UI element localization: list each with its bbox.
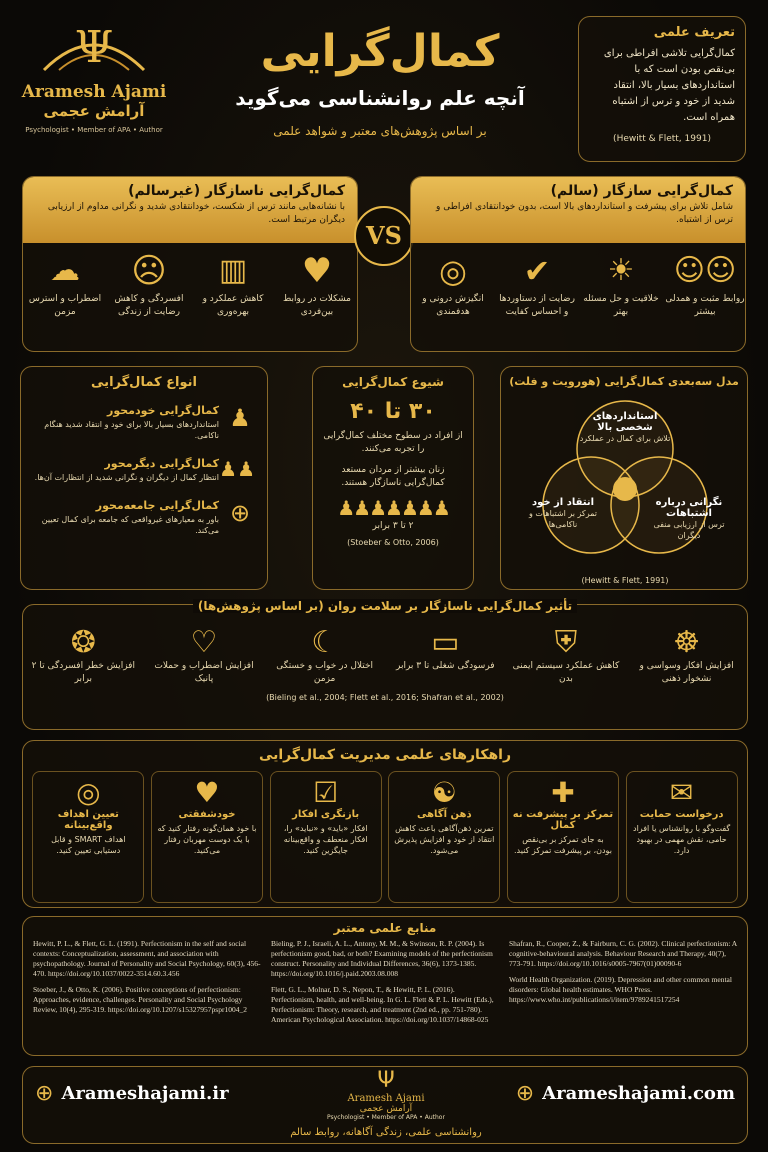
page-subtitle: آنچه علم روانشناسی می‌گوید — [235, 86, 525, 110]
svg-text:Ψ: Ψ — [74, 22, 114, 73]
healthy-header — [411, 177, 745, 243]
footer-site-right[interactable]: ⊕ Arameshajami.com — [515, 1081, 735, 1106]
types-panel — [20, 366, 268, 590]
group-icon: ♟♟ — [219, 457, 255, 481]
effects-items — [23, 625, 747, 686]
references-title: منابع علمی معتبر — [333, 921, 437, 935]
effect-item: ❂ افزایش خطر افسردگی تا ۲ برابر — [28, 625, 138, 686]
footer — [22, 1066, 748, 1144]
pillow-sleep-icon: ☾ — [311, 625, 339, 660]
model-cite: (Hewitt & Flett, 1991) — [581, 576, 669, 585]
effect-item: ⛨ کاهش عملکرد سیستم ایمنی بدن — [512, 625, 620, 684]
unhealthy-header — [23, 177, 357, 243]
footer-logo: Ψ Aramesh Ajami آرامش عجمی Psychologist • Member of APA • Author — [313, 1069, 459, 1121]
page-note: بر اساس پژوهش‌های معتبر و شواهد علمی — [273, 124, 487, 138]
effect-item: ☾ اختلال در خواب و خستگی مزمن — [270, 625, 380, 686]
unhealthy-item: ☁ اضطراب و استرس مزمن — [25, 249, 105, 319]
definition-text: کمال‌گرایی تلاشی افراطی برای بی‌نقص بودن است که با استانداردهای بسیار بالا، انتقاد شدید از خود و ترس از اشتباه همراه است. — [603, 48, 735, 123]
globe-icon: ⊕ — [515, 1081, 535, 1106]
psi-logo-icon — [14, 10, 174, 82]
effect-item: ♡ افزایش اضطراب و حملات پانیک — [149, 625, 259, 686]
header — [190, 24, 570, 138]
people-icon: ☺☺ — [673, 253, 737, 288]
strategy-card: ♥ خودشفقتی با خود همان‌گونه رفتار کنید که با یک دوست مهربان رفتار می‌کنید. — [151, 771, 263, 903]
prevalence-big: ۳۰ تا ۴۰ — [350, 399, 436, 424]
unhealthy-panel — [22, 176, 358, 352]
brand-logo — [14, 10, 174, 170]
target-arrow-icon: ◎ — [76, 776, 101, 809]
reference-item: Hewitt, P. L., & Flett, G. L. (1991). Perfectionism in the self and social contexts: Conceptualization, assessment, and association with psychopathology. Journal of Personality and Social Psychology, 60(3), 456-470. https://doi.org/10.1037/0022-3514.60.3.456 — [33, 939, 261, 978]
prevalence-cite: (Stoeber & Otto, 2006) — [347, 538, 439, 547]
unhealthy-item: ☹ افسردگی و کاهش رضایت از زندگی — [109, 249, 189, 319]
effects-title: تأثیر کمال‌گرایی ناسازگار بر سلامت روان (بر اساس پژوهش‌ها) — [193, 599, 577, 613]
lightbulb-icon: ☀ — [607, 253, 635, 288]
meditation-icon: ☯ — [431, 776, 457, 809]
definition-title: تعریف علمی — [653, 25, 735, 40]
unhealthy-items — [23, 249, 358, 319]
vs-badge: VS — [354, 206, 414, 266]
unhealthy-item: ♥ مشکلات در روابط بین‌فردی — [277, 249, 357, 319]
healthy-desc: شامل تلاش برای پیشرفت و استانداردهای بالا است، بدون خودانتقادی افراطی و ترس از اشتباه. — [436, 202, 733, 225]
sad-face-icon: ☹ — [131, 251, 167, 291]
low-battery-icon: ▭ — [431, 625, 460, 660]
unhealthy-title: کمال‌گرایی ناسازگار (غیرسالم) — [128, 183, 345, 199]
globe-icon: ⊕ — [229, 499, 251, 527]
healthy-panel — [410, 176, 746, 352]
healthy-item: ☀ خلاقیت و حل مسئله بهتر — [581, 249, 661, 319]
references-columns — [23, 935, 747, 1029]
target-icon: ◎ — [439, 252, 467, 290]
strategies-items — [23, 771, 747, 903]
references-col3 — [509, 939, 737, 1025]
prevalence-text1: از افراد در سطوح مختلف کمال‌گرایی را تجربه می‌کنند. — [323, 431, 463, 454]
prevalence-panel — [312, 366, 474, 590]
references-col2 — [271, 939, 499, 1025]
self-compassion-icon: ♥ — [194, 776, 220, 809]
definition-box — [578, 16, 746, 162]
globe-icon: ⊕ — [35, 1081, 54, 1106]
person-icon: ♟ — [229, 404, 251, 432]
effect-item: ▭ فرسودگی شغلی تا ۳ برابر — [390, 625, 500, 686]
model-top: استانداردهای شخصی بالا تلاش برای کمال در عملکرد — [579, 411, 671, 443]
brain-head-icon: ☸ — [673, 625, 701, 660]
puzzle-icon: ✚ — [551, 776, 575, 809]
strategies-panel — [22, 740, 748, 908]
brand-name-en: Aramesh Ajami — [21, 82, 167, 102]
strategy-card: ✉ درخواست حمایت گفت‌وگو با روانشناس یا افراد حامی، نقش مهمی در بهبود دارد. — [626, 771, 738, 903]
effects-panel — [22, 599, 748, 730]
unhealthy-item: ▥ کاهش عملکرد و بهره‌وری — [193, 249, 273, 319]
healthy-item: ✔ رضایت از دستاوردها و احساس کفایت — [497, 249, 577, 319]
people-row-icon: ♟♟♟♟♟♟♟ — [337, 496, 449, 520]
chat-bubbles-icon: ✉ — [669, 776, 694, 809]
broken-heart-icon: ♥ — [301, 251, 333, 291]
model-left: انتقاد از خود تمرکز بر اشتباهات و ناکامی‌ها — [529, 497, 597, 529]
brain-icon: ❂ — [70, 625, 96, 660]
shield-person-icon: ⛨ — [554, 625, 578, 660]
strategy-card: ☑ بازنگری افکار افکار «باید» و «نباید» را، افکار منعطف و واقع‌بینانه جایگزین کنید. — [270, 771, 382, 903]
strategy-card: ✚ تمرکز بر پیشرفت نه کمال به جای تمرکز بر بی‌نقص بودن، بر پیشرفت تمرکز کنید. — [507, 771, 619, 903]
reference-item: Shafran, R., Cooper, Z., & Fairburn, C. G. (2002). Clinical perfectionism: A cognitive-behavioural analysis. Behaviour Research and Therapy, 40(7), 773-791. https://doi.org/10.1016/s0005-7967(01)00090-6 — [509, 939, 737, 968]
strategies-title: راهکارهای علمی مدیریت کمال‌گرایی — [258, 747, 512, 763]
footer-site-left[interactable]: ⊕ Arameshajami.ir — [35, 1081, 229, 1106]
prevalence-ratio: ۲ تا ۳ برابر — [372, 521, 414, 531]
psi-small-icon: Ψ — [377, 1068, 395, 1093]
healthy-title: کمال‌گرایی سازگار (سالم) — [550, 183, 733, 199]
references-panel — [22, 916, 748, 1056]
heartbeat-icon: ♡ — [190, 625, 218, 660]
definition-cite: (Hewitt & Flett, 1991) — [613, 134, 711, 144]
type-item: کمال‌گرایی دیگرمحور انتظار کمال از دیگران و نگرانی شدید از انتظارات آن‌ها. ♟♟ — [34, 457, 255, 482]
strategy-card: ☯ ذهن آگاهی تمرین ذهن‌آگاهی باعث کاهش انتقاد از خود و افزایش پذیرش می‌شود. — [388, 771, 500, 903]
storm-head-icon: ☁ — [50, 253, 80, 288]
model-title: مدل سه‌بعدی کمال‌گرایی (هورویت و فلت) — [509, 375, 739, 388]
check-circle-icon: ✔ — [523, 252, 551, 290]
references-col1 — [33, 939, 261, 1025]
reference-item: Stoeber, J., & Otto, K. (2006). Positive conceptions of perfectionism: Approaches, evidence, challenges. Personality and Social Psychology Review, 10(4), 295-319. https://doi.org/10.1207/s15327957pspr1004_2 — [33, 985, 247, 1014]
page-title: کمال‌گرایی — [260, 26, 500, 77]
reference-item: World Health Organization. (2019). Depression and other common mental disorders: Global health estimates. WHO Press. https://www.who.int/publications/i/item/9789241517254 — [509, 975, 732, 1004]
healthy-item: ☺☺ روابط مثبت و همدلی بیشتر — [665, 249, 745, 319]
reference-item: Flett, G. L., Molnar, D. S., Nepon, T., & Hewitt, P. L. (2016). Perfectionism, health, and well-being. In G. L. Flett & P. L. Hewitt (Eds.), Perfectionism: Theory, research, and treatment (2nd ed., pp. 751-780). American Psychological Association. https://doi.org/10.1037/14868-025 — [271, 985, 494, 1024]
healthy-items — [411, 249, 746, 319]
type-item: کمال‌گرایی جامعه‌محور باور به معیارهای غیرواقعی که جامعه برای کمال تعیین می‌کند. ⊕ — [33, 499, 255, 536]
prevalence-title: شیوع کمال‌گرایی — [342, 375, 444, 389]
model-right: نگرانی درباره اشتباهات ترس از ارزیابی منفی دیگران — [653, 497, 725, 540]
unhealthy-desc: با نشانه‌هایی مانند ترس از شکست، خودانتقادی شدید و نگرانی مداوم از ارزیابی دیگران مرتبط است. — [47, 202, 345, 225]
types-title: انواع کمال‌گرایی — [91, 375, 197, 390]
type-item: کمال‌گرایی خودمحور استانداردهای بسیار بالا برای خود و انتقاد شدید هنگام ناکامی. ♟ — [33, 404, 255, 441]
effect-item: ☸ افزایش افکار وسواسی و نشخوار ذهنی — [632, 625, 742, 686]
checklist-icon: ☑ — [313, 776, 339, 809]
footer-slogan: روانشناسی علمی، زندگی آگاهانه، روابط سالم — [290, 1127, 482, 1138]
model-panel — [500, 366, 748, 590]
brand-tagline: Psychologist • Member of APA • Author — [25, 126, 163, 134]
reference-item: Bieling, P. J., Israeli, A. L., Antony, M. M., & Swinson, R. P. (2004). Is perfectionism good, bad, or both? Examining models of the perfectionism construct. Personality and Individual Differences, 36(6), 1373-1385. https://doi.org/10.1016/j.paid.2003.08.008 — [271, 939, 493, 978]
strategy-card: ◎ تعیین اهداف واقع‌بینانه اهداف SMART و قابل دستیابی تعیین کنید. — [32, 771, 144, 903]
declining-chart-icon: ▥ — [218, 253, 248, 288]
effects-cite: (Bieling et al., 2004; Flett et al., 2016; Shafran et al., 2002) — [266, 693, 504, 702]
prevalence-text2: زنان بیشتر از مردان مستعد کمال‌گرایی ناسازگار هستند. — [341, 465, 445, 488]
brand-name-fa: آرامش عجمی — [43, 102, 145, 120]
healthy-item: ◎ انگیزش درونی و هدفمندی — [413, 249, 493, 319]
